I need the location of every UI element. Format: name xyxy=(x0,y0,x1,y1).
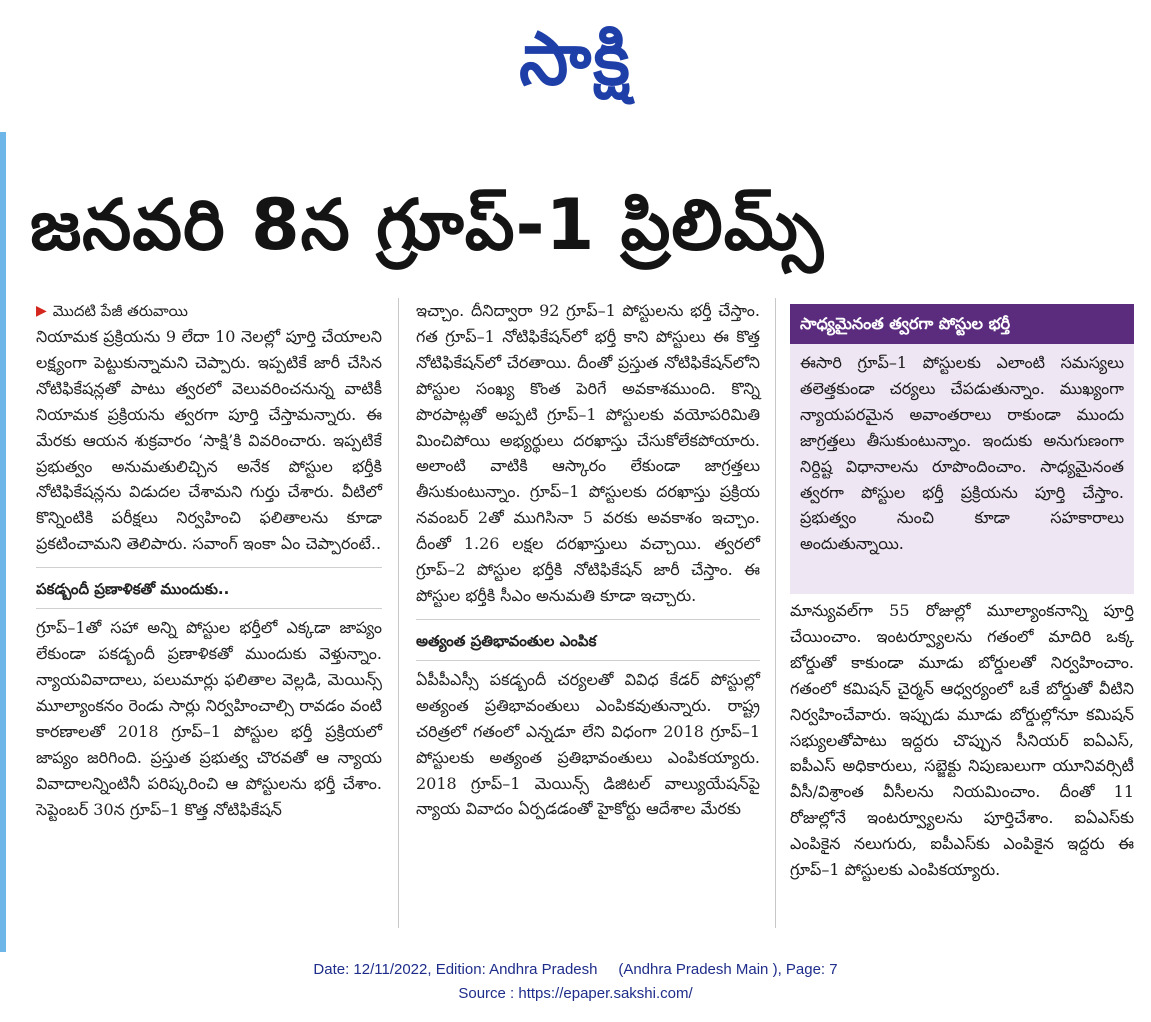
subheading-talented-selection: అత్యంత ప్రతిభావంతుల ఎంపిక xyxy=(416,619,760,661)
continuation-kicker xyxy=(36,298,382,324)
left-accent-stripe xyxy=(0,132,6,952)
column2-paragraph-1: ఇచ్చాం. దీనిద్వారా 92 గ్రూప్‌–1 పోస్టులను భర్తీ చేస్తాం. గత గ్రూప్‌–1 నోటిఫికేషన్‌లో భర్తీ కాని పోస్టులు ఈ కొత్త నోటిఫికేషన్‌లో చేరతాయి. దీంతో ప్రస్తుత నోటిఫికేషన్‌లోని పోస్టుల సంఖ్య కొంత పెరిగే అవకాశముంది. కొన్ని పొరపాట్లతో అప్పటి గ్రూప్‌–1 పోస్టులకు వయోపరిమితి మించిపోయి అభ్యర్థులు దరఖాస్తు చేసుకోలేకపోయారు. అలాంటి వాటికి ఆస్కారం లేకుండా జాగ్రత్తలు తీసుకుంటున్నాం. గ్రూప్‌–1 పోస్టులకు దరఖాస్తు ప్రక్రియ నవంబర్‌ 2తో ముగిసినా 5 వరకు అవకాశం ఇచ్చాం. దీంతో 1.26 లక్షల దరఖాస్తులు వచ్చాయి. త్వరలో గ్రూప్‌–2 పోస్టుల భర్తీకి నోటిఫికేషన్‌ జారీ చేస్తాం. ఈ పోస్టుల భర్తీకి సీఎం అనుమతి కూడా ఇచ్చారు. xyxy=(416,301,760,605)
source-link[interactable]: Source : https://epaper.sakshi.com/ xyxy=(458,985,693,1002)
source-footer xyxy=(0,958,1151,1006)
subheading-planning: పకడ్బందీ ప్రణాళికతో ముందుకు.. xyxy=(36,567,382,609)
column-divider xyxy=(775,298,776,928)
column2-paragraph-2: ఏపీపీఎస్సీ పకడ్బందీ చర్యలతో వివిధ కేడర్‌ పోస్టుల్లో అత్యంత ప్రతిభావంతులు ఎంపికవుతున్నారు. రాష్ట్ర చరిత్రలో గతంలో ఎన్నడూ లేని విధంగా 2018 గ్రూప్‌–1 పోస్టులకు అత్యంత ప్రతిభావంతులు ఎంపికయ్యారు. 2018 గ్రూప్‌–1 మెయిన్స్‌ డిజిటల్‌ వాల్యుయేషన్‌పై న్యాయ వివాదం ఏర్పడడంతో హైకోర్టు ఆదేశాల మేరకు xyxy=(416,669,760,819)
sakshi-logo: సాక్షి xyxy=(519,15,632,103)
column-divider xyxy=(398,298,399,928)
highlight-box xyxy=(790,304,1134,594)
highlight-box-title: సాధ్యమైనంత త్వరగా పోస్టుల భర్తీ xyxy=(790,304,1134,344)
column1-paragraph-1: నియామక ప్రక్రియను 9 లేదా 10 నెలల్లో పూర్తి చేయాలని లక్ష్యంగా పెట్టుకున్నామని చెప్పారు. ఇప్పటికే జారీ చేసిన నోటిఫికేషన్లతో పాటు త్వరలో వెలువరించనున్న వాటికీ నియామక ప్రక్రియను త్వరగా పూర్తి చేస్తామన్నారు. ఈ మేరకు ఆయన శుక్రవారం ‘సాక్షి’కి వివరించారు. ఇప్పటికే ప్రభుత్వం అనుమతులిచ్చిన అనేక పోస్టుల భర్తీకి నోటిఫికేషన్లను విడుదల చేశామని గుర్తు చేశారు. వీటిలో కొన్నింటికి పరీక్షలు నిర్వహించి ఫలితాలను కూడా ప్రకటించామని తెలిపారు. సవాంగ్‌ ఇంకా ఏం చెప్పారంటే.. xyxy=(36,327,382,554)
edition-info: Date: 12/11/2022, Edition: Andhra Pradesh (Andhra Pradesh Main ), Page: 7 xyxy=(313,961,838,978)
kicker-text: మొదటి పేజీ తరువాయి xyxy=(52,302,188,320)
article-column-2 xyxy=(416,298,760,822)
headline: జనవరి 8న గ్రూప్‌-1 ప్రిలిమ్స్‌ xyxy=(30,184,825,266)
column3-paragraph: మాన్యువల్‌గా 55 రోజుల్లో మూల్యాంకనాన్ని పూర్తి చేయించాం. ఇంటర్వ్యూలను గతంలో మాదిరి ఒక్క బోర్డుతో కాకుండా మూడు బోర్డులతో నిర్వహించాం. గతంలో కమిషన్‌ చైర్మన్‌ ఆధ్వర్యంలో ఒకే బోర్డుతో వీటిని నిర్వహించేవారు. ఇప్పుడు మూడు బోర్డుల్లోనూ కమిషన్‌ సభ్యులతోపాటు ఇద్దరు చొప్పున సీనియర్‌ ఐఏఎస్, ఐపీఎస్‌ అధికారులు, సబ్జెక్టు నిపుణులుగా యూనివర్సిటీ వీసీ/విశ్రాంత వీసీలను నియమించాం. దీంతో 11 రోజుల్లోనే ఇంటర్వ్యూలను పూర్తిచేశాం. ఐఏఎస్‌కు ఎంపికైన నలుగురు, ఐపీఎస్‌కు ఎంపికైన ఇద్దరు ఈ గ్రూప్‌–1 పోస్టులకు ఎంపికయ్యారు. xyxy=(790,601,1134,880)
column1-paragraph-2: గ్రూప్‌–1తో సహా అన్ని పోస్టుల భర్తీలో ఎక్కడా జాప్యం లేకుండా పకడ్బందీ ప్రణాళికతో ముందుకు వెళ్తున్నాం. న్యాయవివాదాలు, పలుమార్లు ఫలితాల వెల్లడి, మెయిన్స్‌ మూల్యాంకనం రెండు సార్లు నిర్వహించాల్సి రావడం వంటి కారణాలతో 2018 గ్రూప్‌–1 పోస్టుల భర్తీ ప్రక్రియలో జాప్యం జరిగింది. ప్రస్తుత ప్రభుత్వ చొరవతో ఆ న్యాయ వివాదాలన్నింటినీ పరిష్కరించి ఆ పోస్టులను భర్తీ చేశాం. సెప్టెంబర్‌ 30న గ్రూప్‌–1 కొత్త నోటిఫికేషన్‌ xyxy=(36,618,382,819)
masthead xyxy=(0,0,1151,118)
article-column-1 xyxy=(36,298,382,822)
triangle-arrow-icon: ▶ xyxy=(36,303,47,319)
highlight-box-text: ఈసారి గ్రూప్‌–1 పోస్టులకు ఎలాంటి సమస్యలు తలెత్తకుండా చర్యలు చేపడుతున్నాం. ముఖ్యంగా న్యాయపరమైన అవాంతరాలు రాకుండా ముందు జాగ్రత్తలు తీసుకుంటున్నాం. ఇందుకు అనుగుణంగా నిర్దిష్ట విధానాలను రూపొందించాం. సాధ్యమైనంత త్వరగా పోస్టుల భర్తీ ప్రక్రియను పూర్తి చేస్తాం. ప్రభుత్వం నుంచి కూడా సహకారాలు అందుతున్నాయి. xyxy=(800,353,1124,554)
